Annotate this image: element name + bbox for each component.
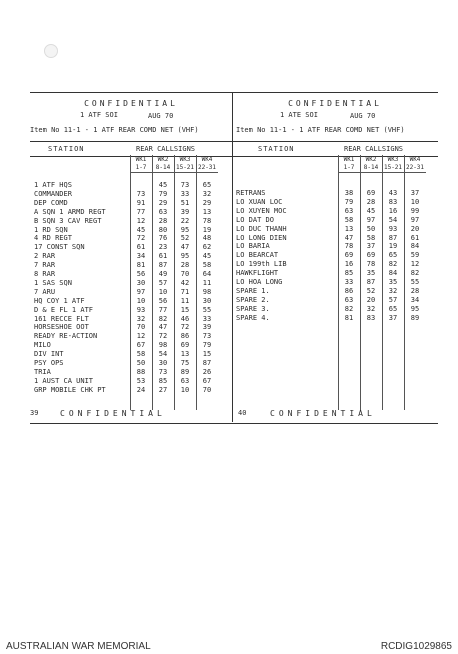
- callsign-cell: 86: [344, 286, 354, 295]
- station-name: 4 RD REGT: [34, 234, 72, 243]
- callsign-cell: 56: [158, 296, 168, 305]
- callsign-cell: 65: [388, 251, 398, 260]
- callsign-cell: 30: [202, 296, 212, 305]
- callsign-cell: 87: [158, 261, 168, 270]
- station-name: DEP COMD: [34, 198, 68, 207]
- callsign-cell: 82: [158, 314, 168, 323]
- callsign-cell: 51: [180, 198, 190, 207]
- station-name: 1 ATF HQS: [34, 181, 72, 189]
- station-name: B SQN 3 CAV REGT: [34, 216, 102, 225]
- station-name: DIV INT: [34, 350, 64, 359]
- week-label: WK1: [135, 156, 147, 163]
- week-range: 8-14: [155, 164, 171, 171]
- callsign-cell: 72: [180, 323, 190, 332]
- table-row: [232, 216, 438, 225]
- callsign-cell: 76: [158, 234, 168, 243]
- right-date: AUG 70: [350, 112, 376, 120]
- station-name: SPARE 3.: [236, 304, 270, 313]
- table-row: [232, 251, 438, 260]
- callsign-cell: 79: [202, 341, 212, 350]
- table-row: [30, 226, 232, 235]
- callsign-cell: 73: [202, 332, 212, 341]
- callsign-cell: 81: [344, 313, 354, 322]
- station-name: COMMANDER: [34, 189, 72, 198]
- callsign-cell: 11: [202, 278, 212, 287]
- station-name: 8 RAR: [34, 270, 56, 278]
- station-name: LO XUYEN MOC: [236, 206, 287, 215]
- callsign-cell: 63: [344, 295, 354, 304]
- callsign-cell: 98: [202, 287, 212, 296]
- week-range: 8-14: [363, 164, 379, 171]
- callsign-cell: 32: [202, 189, 212, 198]
- callsign-cell: 58: [202, 261, 212, 270]
- callsign-cell: 20: [366, 295, 376, 304]
- callsign-cell: 63: [158, 207, 168, 216]
- station-name: MILO: [34, 341, 51, 350]
- callsign-cell: 57: [388, 295, 398, 304]
- callsign-cell: 58: [136, 350, 146, 359]
- table-row: [30, 341, 232, 350]
- callsign-cell: 39: [180, 207, 190, 216]
- callsign-cell: 72: [136, 234, 146, 243]
- table-row: [30, 297, 232, 306]
- callsign-cell: 83: [366, 313, 376, 322]
- table-row: [232, 242, 438, 251]
- station-name: HAWKFLIGHT: [236, 269, 279, 278]
- callsign-cell: 45: [158, 181, 168, 189]
- callsign-cell: 12: [136, 332, 146, 341]
- callsign-cell: 34: [136, 252, 146, 261]
- week-range: 22-31: [405, 164, 425, 171]
- credit-source: AUSTRALIAN WAR MEMORIAL: [6, 641, 151, 652]
- left-page: [30, 93, 232, 423]
- callsign-cell: 54: [158, 350, 168, 359]
- callsign-cell: 47: [180, 243, 190, 252]
- callsign-cell: 33: [180, 189, 190, 198]
- callsign-cell: 67: [136, 341, 146, 350]
- station-name: LO BEARCAT: [236, 251, 279, 260]
- week-label: WK3: [387, 156, 399, 163]
- callsign-cell: 95: [410, 304, 420, 313]
- callsign-cell: 33: [344, 278, 354, 286]
- station-name: 7 RAR: [34, 261, 56, 270]
- callsign-cell: 83: [388, 197, 398, 206]
- left-rear-header: REAR CALLSIGNS: [136, 145, 196, 153]
- station-name: D & E FL 1 ATF: [34, 305, 94, 314]
- week-label: WK4: [409, 156, 421, 163]
- callsign-cell: 69: [344, 251, 354, 260]
- callsign-cell: 71: [180, 287, 190, 296]
- right-footer-confidential: CONFIDENTIAL: [270, 409, 376, 418]
- station-name: READY RE-ACTION: [34, 332, 98, 341]
- callsign-cell: 28: [366, 197, 376, 206]
- station-name: LO DUC THANH: [236, 224, 287, 233]
- callsign-cell: 89: [180, 367, 190, 376]
- callsign-cell: 58: [344, 215, 354, 224]
- callsign-cell: 84: [410, 242, 420, 251]
- callsign-cell: 26: [202, 367, 212, 376]
- callsign-cell: 62: [202, 243, 212, 252]
- callsign-cell: 77: [158, 305, 168, 314]
- left-page-number: 39: [30, 409, 39, 417]
- week-label: WK4: [201, 156, 213, 163]
- station-name: 161 RECCE FLT: [34, 314, 89, 323]
- callsign-cell: 45: [202, 252, 212, 261]
- right-soi: 1 ATE SOI: [280, 111, 318, 119]
- table-row: [30, 368, 232, 377]
- table-row: [30, 217, 232, 226]
- table-row: [232, 278, 438, 287]
- table-row: [30, 234, 232, 243]
- callsign-cell: 12: [136, 216, 146, 225]
- station-name: RETRANS: [236, 189, 266, 197]
- table-row: [30, 270, 232, 279]
- callsign-cell: 11: [180, 296, 190, 305]
- left-confidential-header: CONFIDENTIAL: [84, 99, 178, 108]
- callsign-cell: 97: [366, 215, 376, 224]
- week-label: WK2: [365, 156, 377, 163]
- callsign-cell: 85: [344, 269, 354, 278]
- left-date: AUG 70: [148, 112, 174, 120]
- week-label: WK3: [179, 156, 191, 163]
- callsign-cell: 72: [158, 332, 168, 341]
- callsign-cell: 85: [158, 376, 168, 385]
- table-row: [232, 305, 438, 314]
- callsign-cell: 95: [180, 225, 190, 234]
- station-name: LO DAT DO: [236, 215, 274, 224]
- callsign-cell: 99: [410, 206, 420, 215]
- left-item-line: Item No 11-1 - 1 ATF REAR COMD NET (VHF): [30, 126, 199, 134]
- callsign-cell: 35: [366, 269, 376, 278]
- week-range: 1-7: [135, 164, 147, 171]
- table-row: [30, 306, 232, 315]
- left-footer-confidential: CONFIDENTIAL: [60, 409, 166, 418]
- callsign-cell: 63: [180, 376, 190, 385]
- table-row: [232, 198, 438, 207]
- callsign-cell: 70: [202, 385, 212, 394]
- callsign-cell: 56: [136, 270, 146, 278]
- callsign-cell: 37: [410, 189, 420, 197]
- callsign-cell: 33: [202, 314, 212, 323]
- callsign-cell: 42: [180, 278, 190, 287]
- callsign-cell: 87: [388, 233, 398, 242]
- table-row: [232, 234, 438, 243]
- table-row: [30, 386, 232, 395]
- table-row: [232, 296, 438, 305]
- credit-id: RCDIG1029865: [380, 641, 452, 652]
- callsign-cell: 52: [366, 286, 376, 295]
- callsign-cell: 67: [202, 376, 212, 385]
- callsign-cell: 32: [388, 286, 398, 295]
- callsign-cell: 54: [388, 215, 398, 224]
- callsign-cell: 55: [410, 278, 420, 286]
- table-row: [30, 243, 232, 252]
- callsign-cell: 78: [344, 242, 354, 251]
- callsign-cell: 10: [180, 385, 190, 394]
- callsign-cell: 19: [202, 225, 212, 234]
- callsign-cell: 69: [366, 189, 376, 197]
- week-header-rule: [338, 172, 426, 173]
- callsign-cell: 49: [158, 270, 168, 278]
- callsign-cell: 50: [136, 359, 146, 367]
- callsign-cell: 87: [202, 359, 212, 367]
- station-name: LO HOA LONG: [236, 278, 283, 286]
- callsign-cell: 86: [180, 332, 190, 341]
- callsign-cell: 46: [180, 314, 190, 323]
- station-name: GRP MOBILE CHK PT: [34, 385, 106, 394]
- callsign-cell: 30: [158, 359, 168, 367]
- week-range: 22-31: [197, 164, 217, 171]
- right-station-header: STATION: [258, 145, 295, 153]
- table-row: [232, 189, 438, 198]
- week-label: WK1: [343, 156, 355, 163]
- callsign-cell: 34: [410, 295, 420, 304]
- station-name: SPARE 1.: [236, 286, 270, 295]
- callsign-cell: 45: [366, 206, 376, 215]
- callsign-cell: 29: [202, 198, 212, 207]
- callsign-cell: 82: [410, 269, 420, 278]
- table-row: [30, 315, 232, 324]
- week-range: 1-7: [343, 164, 355, 171]
- callsign-cell: 64: [202, 270, 212, 278]
- left-column-header: [30, 141, 232, 157]
- callsign-cell: 70: [136, 323, 146, 332]
- table-row: [232, 260, 438, 269]
- callsign-cell: 12: [410, 260, 420, 269]
- callsign-cell: 80: [158, 225, 168, 234]
- callsign-cell: 29: [158, 198, 168, 207]
- callsign-cell: 79: [158, 189, 168, 198]
- callsign-cell: 75: [180, 359, 190, 367]
- table-row: [30, 279, 232, 288]
- callsign-cell: 32: [366, 304, 376, 313]
- callsign-cell: 81: [136, 261, 146, 270]
- callsign-cell: 61: [410, 233, 420, 242]
- station-name: LO 199th LIB: [236, 260, 287, 269]
- table-row: [232, 225, 438, 234]
- callsign-cell: 45: [136, 225, 146, 234]
- callsign-cell: 32: [136, 314, 146, 323]
- callsign-cell: 19: [388, 242, 398, 251]
- station-name: 1 SAS SQN: [34, 278, 72, 287]
- station-name: A SQN 1 ARMD REGT: [34, 207, 106, 216]
- callsign-cell: 70: [180, 270, 190, 278]
- callsign-cell: 88: [136, 367, 146, 376]
- callsign-cell: 43: [388, 189, 398, 197]
- callsign-cell: 91: [136, 198, 146, 207]
- callsign-cell: 28: [158, 216, 168, 225]
- callsign-cell: 28: [180, 261, 190, 270]
- station-name: HQ COY 1 ATF: [34, 296, 85, 305]
- callsign-cell: 82: [344, 304, 354, 313]
- callsign-cell: 89: [410, 313, 420, 322]
- station-name: HORSESHOE OOT: [34, 323, 89, 332]
- right-column-header: [232, 141, 438, 157]
- callsign-cell: 39: [202, 323, 212, 332]
- left-footer: [30, 409, 232, 419]
- callsign-cell: 47: [158, 323, 168, 332]
- callsign-cell: 69: [366, 251, 376, 260]
- callsign-cell: 73: [158, 367, 168, 376]
- station-name: 1 AUST CA UNIT: [34, 376, 94, 385]
- credit-bar: [0, 620, 458, 654]
- callsign-cell: 15: [180, 305, 190, 314]
- table-row: [30, 323, 232, 332]
- callsign-cell: 97: [136, 287, 146, 296]
- left-station-header: STATION: [48, 145, 85, 153]
- callsign-cell: 61: [136, 243, 146, 252]
- callsign-cell: 95: [180, 252, 190, 261]
- callsign-cell: 65: [388, 304, 398, 313]
- callsign-cell: 13: [344, 224, 354, 233]
- right-rear-header: REAR CALLSIGNS: [344, 145, 404, 153]
- right-footer: [232, 409, 438, 419]
- table-row: [232, 314, 438, 323]
- station-name: 1 RD SQN: [34, 225, 68, 234]
- callsign-cell: 27: [158, 385, 168, 394]
- table-row: [30, 261, 232, 270]
- callsign-cell: 47: [344, 233, 354, 242]
- callsign-cell: 98: [158, 341, 168, 350]
- right-item-line: Item No 11-1 - 1 ATF REAR COMD NET (VHF): [236, 126, 405, 134]
- callsign-cell: 87: [366, 278, 376, 286]
- station-name: SPARE 2.: [236, 295, 270, 304]
- week-range: 15-21: [383, 164, 403, 171]
- callsign-cell: 13: [180, 350, 190, 359]
- callsign-cell: 16: [344, 260, 354, 269]
- station-name: LO BARIA: [236, 242, 270, 251]
- callsign-cell: 82: [388, 260, 398, 269]
- callsign-cell: 55: [202, 305, 212, 314]
- station-name: 2 RAR: [34, 252, 56, 261]
- callsign-cell: 15: [202, 350, 212, 359]
- right-page-number: 40: [238, 409, 247, 417]
- callsign-cell: 10: [158, 287, 168, 296]
- callsign-cell: 38: [344, 189, 354, 197]
- callsign-cell: 73: [136, 189, 146, 198]
- callsign-cell: 52: [180, 234, 190, 243]
- callsign-cell: 79: [344, 197, 354, 206]
- week-label: WK2: [157, 156, 169, 163]
- callsign-cell: 48: [202, 234, 212, 243]
- callsign-cell: 97: [410, 215, 420, 224]
- callsign-cell: 73: [180, 181, 190, 189]
- callsign-cell: 53: [136, 376, 146, 385]
- table-row: [30, 350, 232, 359]
- callsign-cell: 37: [366, 242, 376, 251]
- callsign-cell: 65: [202, 181, 212, 189]
- station-name: SPARE 4.: [236, 313, 270, 322]
- table-row: [232, 207, 438, 216]
- table-row: [30, 208, 232, 217]
- table-row: [30, 181, 232, 190]
- callsign-cell: 10: [410, 197, 420, 206]
- punch-hole: [44, 44, 58, 58]
- week-range: 15-21: [175, 164, 195, 171]
- right-page: [232, 93, 438, 423]
- callsign-cell: 77: [136, 207, 146, 216]
- table-row: [232, 287, 438, 296]
- callsign-cell: 50: [366, 224, 376, 233]
- table-row: [30, 199, 232, 208]
- table-row: [232, 269, 438, 278]
- callsign-cell: 24: [136, 385, 146, 394]
- callsign-cell: 37: [388, 313, 398, 322]
- table-row: [30, 377, 232, 386]
- table-row: [30, 359, 232, 368]
- week-header-rule: [130, 172, 218, 173]
- callsign-cell: 10: [136, 296, 146, 305]
- center-divider: [232, 92, 233, 422]
- station-name: TRIA: [34, 367, 51, 376]
- callsign-cell: 63: [344, 206, 354, 215]
- soi-sheet: [30, 92, 438, 424]
- callsign-cell: 93: [388, 224, 398, 233]
- callsign-cell: 35: [388, 278, 398, 286]
- station-name: 7 ARU: [34, 287, 56, 296]
- callsign-cell: 16: [388, 206, 398, 215]
- left-soi: 1 ATF SOI: [80, 111, 118, 119]
- callsign-cell: 13: [202, 207, 212, 216]
- station-name: LO XUAN LOC: [236, 197, 283, 206]
- callsign-cell: 84: [388, 269, 398, 278]
- callsign-cell: 22: [180, 216, 190, 225]
- callsign-cell: 93: [136, 305, 146, 314]
- table-row: [30, 190, 232, 199]
- callsign-cell: 78: [202, 216, 212, 225]
- callsign-cell: 61: [158, 252, 168, 261]
- table-row: [30, 288, 232, 297]
- callsign-cell: 28: [410, 286, 420, 295]
- station-name: 17 CONST SQN: [34, 243, 85, 252]
- callsign-cell: 20: [410, 224, 420, 233]
- callsign-cell: 78: [366, 260, 376, 269]
- callsign-cell: 58: [366, 233, 376, 242]
- right-confidential-header: CONFIDENTIAL: [288, 99, 382, 108]
- callsign-cell: 30: [136, 278, 146, 287]
- table-row: [30, 332, 232, 341]
- station-name: PSY OPS: [34, 359, 64, 367]
- callsign-cell: 23: [158, 243, 168, 252]
- table-row: [30, 252, 232, 261]
- callsign-cell: 69: [180, 341, 190, 350]
- callsign-cell: 57: [158, 278, 168, 287]
- callsign-cell: 59: [410, 251, 420, 260]
- station-name: LO LONG DIEN: [236, 233, 287, 242]
